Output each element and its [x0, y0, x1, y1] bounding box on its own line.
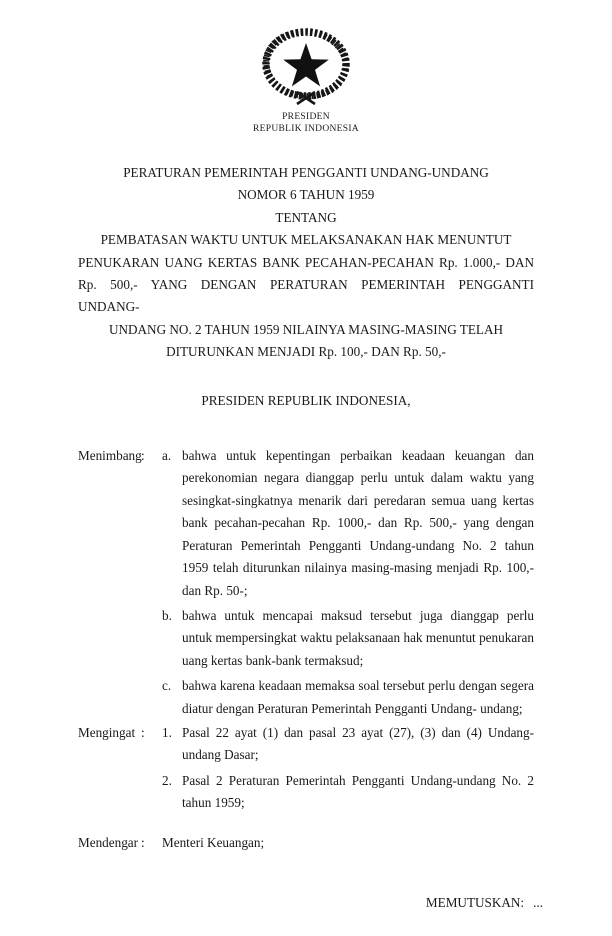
- letterhead: [0, 0, 612, 135]
- clause-item-1: [162, 722, 534, 767]
- title-line-8: DITURUNKAN MENJADI Rp. 100,- DAN Rp. 50,-: [166, 344, 446, 360]
- decision-label: MEMUTUSKAN:: [425, 894, 525, 910]
- section-label-menimbang: Menimbang: [78, 448, 142, 464]
- section-mengingat: [78, 722, 534, 815]
- clause-marker: b.: [162, 607, 172, 623]
- section-colon: :: [141, 724, 145, 740]
- letterhead-republik-label: REPUBLIK INDONESIA: [253, 123, 359, 134]
- clause-marker: 1.: [162, 724, 172, 740]
- clause-text: Pasal 2 Peraturan Pemerintah Pengganti Undang-undang No. 2 tahun 1959;: [182, 772, 534, 811]
- letterhead-presiden-label: PRESIDEN: [282, 112, 330, 122]
- decision-line: [0, 892, 612, 914]
- section-mendengar: [78, 832, 534, 854]
- decision-ellipsis: ...: [533, 894, 543, 910]
- star-wreath-emblem-icon: [246, 26, 366, 112]
- title-line-3: TENTANG: [275, 209, 337, 225]
- clause-item-a: [162, 445, 534, 602]
- clause-marker: a.: [162, 448, 172, 464]
- mengingat-items: [162, 722, 534, 815]
- clause-item-c: [162, 675, 534, 720]
- clause-text: bahwa karena keadaan memaksa soal tersebut perlu dengan segera diatur dengan Peraturan Pemerintah Pengganti Undang- undang;: [182, 678, 534, 716]
- menimbang-items: [162, 445, 534, 720]
- regulation-title: [78, 162, 534, 364]
- letterhead-text: [0, 112, 612, 135]
- section-menimbang: [78, 445, 534, 720]
- clause-item-b: [162, 605, 534, 672]
- clause-marker: c.: [162, 678, 172, 694]
- clause-text: bahwa untuk kepentingan perbaikan keadaan keuangan dan perekonomian negara dianggap perlu untuk dalam waktu yang sesingkat-singkatnya menarik dari peredaran semua uang kertas bank pecahan-pecahan Rp. 1000,- dan Rp. 500,- yang dengan Peraturan Pemerintah Pengganti Undang-undang No. 2 tahun 1959 telah diturunkan nilainya masing-masing menjadi Rp. 100,- dan Rp. 50-;: [182, 448, 534, 598]
- title-line-6: Rp. 500,- YANG DENGAN PERATURAN PEMERINTAH PENGGANTI UNDANG-: [78, 277, 534, 315]
- title-line-5: PENUKARAN UANG KERTAS BANK PECAHAN-PECAHAN Rp. 1.000,- DAN: [78, 254, 534, 270]
- clause-item-mendengar: [162, 832, 534, 854]
- clause-text: bahwa untuk mencapai maksud tersebut juga dianggap perlu untuk mempersingkat waktu pelaksanaan hak menuntut penukaran uang kertas bank-bank termaksud;: [182, 607, 534, 668]
- title-line-4: PEMBATASAN WAKTU UNTUK MELAKSANAKAN HAK MENUNTUT: [100, 232, 512, 248]
- mendengar-items: [162, 832, 534, 854]
- title-line-2: NOMOR 6 TAHUN 1959: [237, 187, 375, 203]
- section-colon: :: [141, 448, 145, 464]
- title-line-1: PERATURAN PEMERINTAH PENGGANTI UNDANG-UNDANG: [123, 165, 489, 180]
- clause-item-2: [162, 770, 534, 815]
- clause-marker: 2.: [162, 772, 172, 788]
- salutation: PRESIDEN REPUBLIK INDONESIA,: [201, 392, 411, 408]
- title-line-7: UNDANG NO. 2 TAHUN 1959 NILAINYA MASING-MASING TELAH: [108, 321, 504, 337]
- clause-text: Pasal 22 ayat (1) dan pasal 23 ayat (27), (3) dan (4) Undang- undang Dasar;: [182, 724, 534, 763]
- section-colon: :: [141, 834, 145, 850]
- clause-text: Menteri Keuangan;: [162, 834, 265, 850]
- section-label-mengingat: Mengingat: [78, 724, 136, 740]
- section-label-mendengar: Mendengar: [78, 834, 139, 850]
